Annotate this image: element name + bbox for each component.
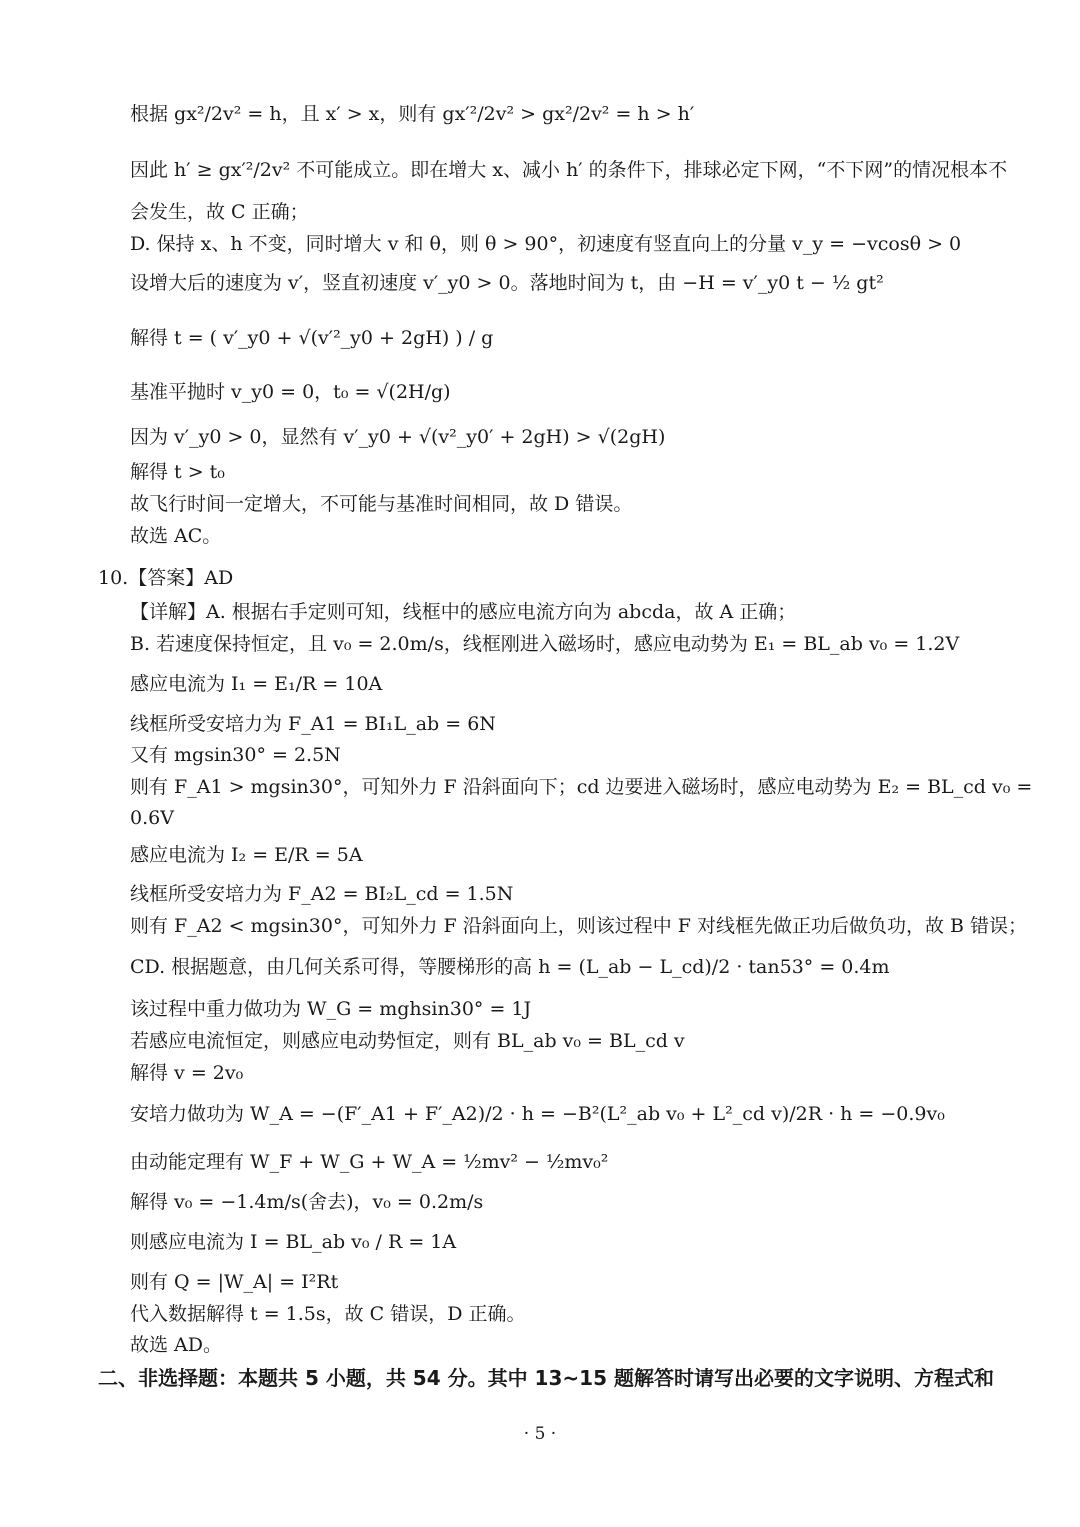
text-line: 故选 AC。 (130, 525, 222, 547)
text-line: 安培力做功为 W_A = −(F′_A1 + F′_A2)/2 · h = −B²(L²_ab v₀ + L²_cd v)/2R · h = −0.9v₀ (130, 1103, 945, 1125)
text-line: 感应电流为 I₁ = E₁/R = 10A (130, 673, 383, 695)
text-line: 则感应电流为 I = BL_ab v₀ / R = 1A (130, 1231, 457, 1253)
text-line: 由动能定理有 W_F + W_G + W_A = ½mv² − ½mv₀² (130, 1151, 609, 1173)
text-line: 根据 gx²/2v² = h，且 x′ > x，则有 gx′²/2v² > gx²/2v² = h > h′ (130, 103, 695, 125)
question-heading: 10.【答案】AD (98, 567, 234, 589)
text-line: B. 若速度保持恒定，且 v₀ = 2.0m/s，线框刚进入磁场时，感应电动势为 E₁ = BL_ab v₀ = 1.2V (130, 633, 960, 655)
text-line: 则有 F_A2 < mgsin30°，可知外力 F 沿斜面向上，则该过程中 F 对线框先做正功后做负功，故 B 错误； (130, 915, 1028, 937)
text-line: 故飞行时间一定增大，不可能与基准时间相同，故 D 错误。 (130, 493, 633, 515)
text-line: 因此 h′ ≥ gx′²/2v² 不可能成立。即在增大 x、减小 h′ 的条件下，排球必定下网，“不下网”的情况根本不 (130, 159, 1008, 181)
page-number: · 5 · (523, 1424, 557, 1444)
section-heading: 二、非选择题：本题共 5 小题，共 54 分。其中 13~15 题解答时请写出必要的文字说明、方程式和 (98, 1366, 994, 1390)
text-line: D. 保持 x、h 不变，同时增大 v 和 θ，则 θ > 90°，初速度有竖直向上的分量 v_y = −vcosθ > 0 (130, 233, 962, 255)
text-line: 故选 AD。 (130, 1334, 222, 1356)
text-line: 会发生，故 C 正确； (130, 201, 309, 223)
text-line: 解得 t > t₀ (130, 461, 225, 483)
text-line: 该过程中重力做功为 W_G = mghsin30° = 1J (130, 998, 532, 1020)
text-line: 若感应电流恒定，则感应电动势恒定，则有 BL_ab v₀ = BL_cd v (130, 1030, 685, 1052)
text-line: 因为 v′_y0 > 0，显然有 v′_y0 + √(v²_y0′ + 2gH) > √(2gH) (130, 426, 666, 448)
text-line: 则有 Q = |W_A| = I²Rt (130, 1271, 339, 1293)
text-line: 基准平抛时 v_y0 = 0，t₀ = √(2H/g) (130, 381, 451, 403)
text-line: 设增大后的速度为 v′，竖直初速度 v′_y0 > 0。落地时间为 t，由 −H = v′_y0 t − ½ gt² (130, 272, 884, 294)
text-line: 0.6V (130, 807, 174, 829)
text-line: 则有 F_A1 > mgsin30°，可知外力 F 沿斜面向下；cd 边要进入磁场时，感应电动势为 E₂ = BL_cd v₀ = (130, 776, 1033, 798)
text-line: 线框所受安培力为 F_A2 = BI₂L_cd = 1.5N (130, 883, 514, 905)
text-line: CD. 根据题意，由几何关系可得，等腰梯形的高 h = (L_ab − L_cd)/2 · tan53° = 0.4m (130, 956, 890, 978)
text-line: 解得 t = ( v′_y0 + √(v′²_y0 + 2gH) ) / g (130, 327, 494, 349)
text-line: 解得 v₀ = −1.4m/s(舍去)，v₀ = 0.2m/s (130, 1191, 484, 1213)
text-line: 解得 v = 2v₀ (130, 1062, 244, 1084)
text-line: 【详解】A. 根据右手定则可知，线框中的感应电流方向为 abcda，故 A 正确； (130, 601, 797, 623)
text-line: 代入数据解得 t = 1.5s，故 C 错误，D 正确。 (130, 1303, 526, 1325)
text-line: 感应电流为 I₂ = E/R = 5A (130, 844, 363, 866)
text-line: 线框所受安培力为 F_A1 = BI₁L_ab = 6N (130, 713, 496, 735)
text-line: 又有 mgsin30° = 2.5N (130, 744, 341, 766)
